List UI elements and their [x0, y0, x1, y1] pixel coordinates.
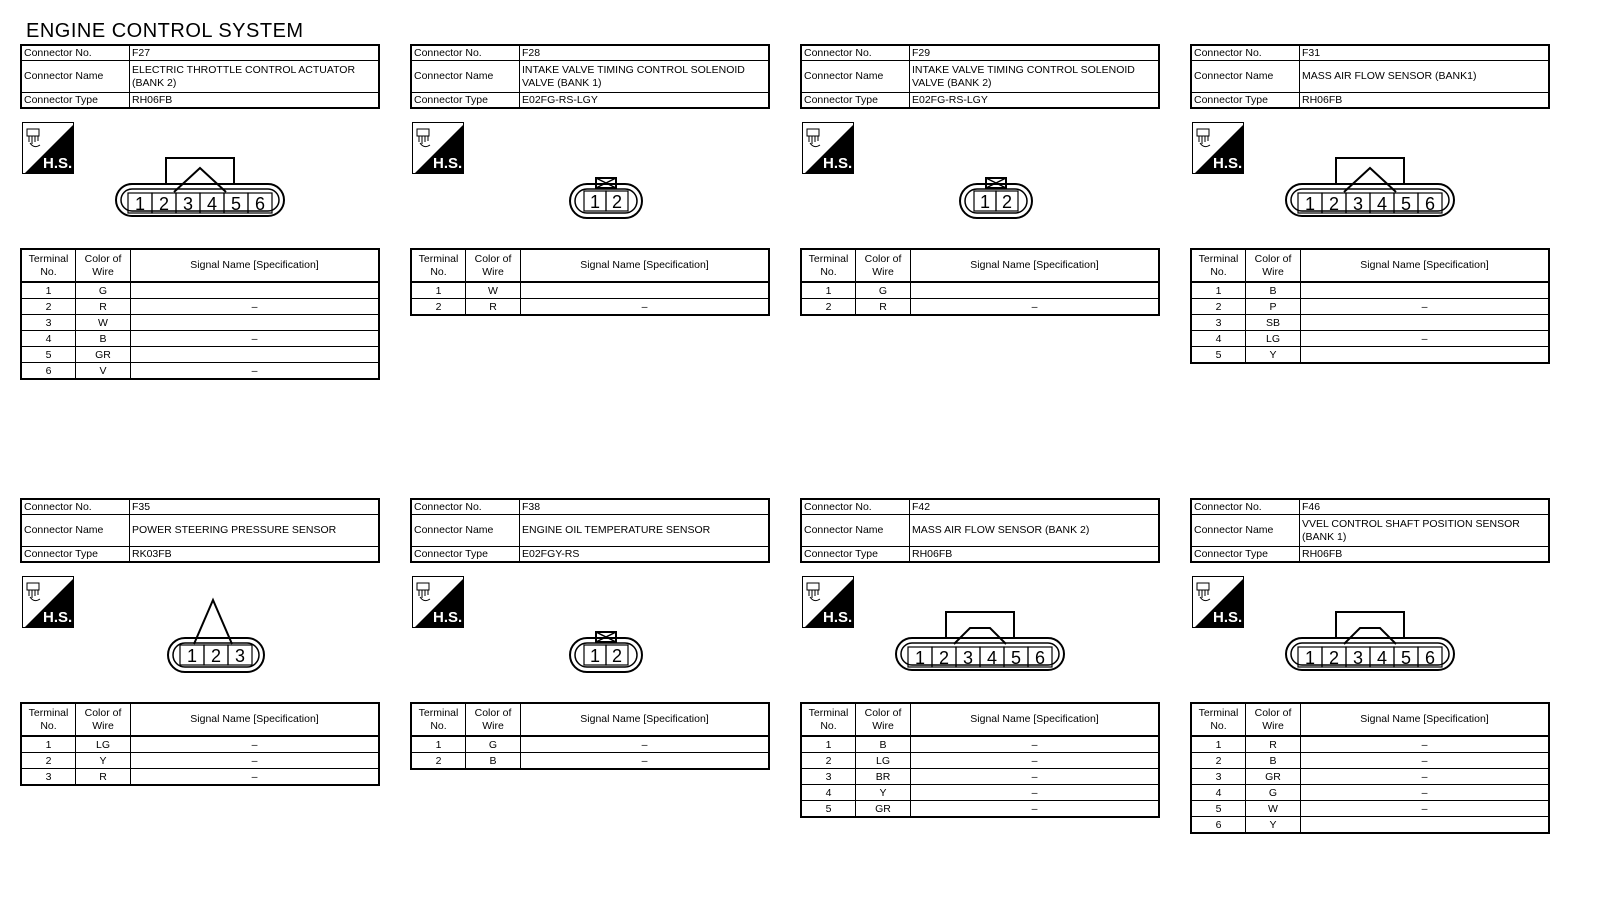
table-row: [1191, 769, 1549, 785]
connector-type-label: Connector Type: [411, 93, 520, 109]
terminal-no-header: Terminal No.: [1191, 703, 1246, 736]
terminal-no-header: Terminal No.: [801, 249, 856, 282]
pin-label: 2: [1001, 192, 1013, 212]
connector-f42: [800, 498, 1162, 898]
terminal-table: [1190, 702, 1550, 834]
pin-label: 6: [254, 194, 266, 214]
table-row: [21, 315, 379, 331]
terminal-no: 4: [801, 785, 856, 801]
pin-label: 1: [186, 646, 198, 666]
terminal-no: 6: [21, 363, 76, 380]
signal-name: [1301, 315, 1550, 331]
pin-label: 1: [134, 194, 146, 214]
table-row: [1191, 817, 1549, 834]
terminal-no-header: Terminal No.: [411, 703, 466, 736]
signal-name: –: [1301, 785, 1550, 801]
wire-color: LG: [1246, 331, 1301, 347]
connector-name-label: Connector Name: [801, 515, 910, 547]
wire-color: R: [466, 299, 521, 316]
pin-label: 3: [182, 194, 194, 214]
signal-name: –: [911, 736, 1160, 753]
table-row: [21, 753, 379, 769]
pin-label: 2: [1328, 648, 1340, 668]
wire-color: P: [1246, 299, 1301, 315]
connector-name: POWER STEERING PRESSURE SENSOR: [130, 515, 380, 547]
connector-name-label: Connector Name: [411, 515, 520, 547]
pin-label: 2: [1328, 194, 1340, 214]
pin-label: 2: [611, 192, 623, 212]
table-row: [1191, 315, 1549, 331]
connector-name-label: Connector Name: [21, 61, 130, 93]
pin-label: 6: [1424, 648, 1436, 668]
signal-name: –: [131, 299, 380, 315]
connector-name: MASS AIR FLOW SENSOR (BANK 2): [910, 515, 1160, 547]
signal-name: –: [131, 331, 380, 347]
wire-color: B: [466, 753, 521, 770]
signal-name: –: [521, 299, 770, 316]
terminal-no: 2: [801, 753, 856, 769]
connector-type-label: Connector Type: [1191, 93, 1300, 109]
wire-color: GR: [76, 347, 131, 363]
table-row: [411, 299, 769, 316]
table-row: [21, 299, 379, 315]
connector-no: F29: [910, 45, 1160, 61]
signal-name: –: [1301, 769, 1550, 785]
hs-label: H.S.: [433, 609, 463, 626]
connector-no: F35: [130, 499, 380, 515]
terminal-no: 3: [21, 315, 76, 331]
connector-name: INTAKE VALVE TIMING CONTROL SOLENOID VALVE (BANK 2): [910, 61, 1160, 93]
signal-name-header: Signal Name [Specification]: [911, 249, 1160, 282]
terminal-no: 1: [21, 736, 76, 753]
table-row: [411, 736, 769, 753]
wire-color: G: [856, 282, 911, 299]
hs-label: H.S.: [1213, 155, 1243, 172]
wire-color: R: [1246, 736, 1301, 753]
latch: [1336, 158, 1404, 184]
table-row: [21, 347, 379, 363]
hs-label: H.S.: [433, 155, 463, 172]
signal-name: –: [911, 299, 1160, 316]
signal-name: –: [1301, 331, 1550, 347]
terminal-no-header: Terminal No.: [1191, 249, 1246, 282]
hs-label: H.S.: [1213, 609, 1243, 626]
color-of-wire-header: Color of Wire: [76, 249, 131, 282]
latch: [946, 612, 1014, 638]
wire-color: LG: [76, 736, 131, 753]
terminal-no: 4: [1191, 331, 1246, 347]
pin-label: 6: [1424, 194, 1436, 214]
pin-label: 2: [210, 646, 222, 666]
table-row: [21, 282, 379, 299]
pin-label: 1: [589, 192, 601, 212]
terminal-table: [800, 248, 1160, 316]
connector-no-label: Connector No.: [801, 499, 910, 515]
terminal-no: 3: [1191, 769, 1246, 785]
connector-no-label: Connector No.: [411, 499, 520, 515]
connector-type: RH06FB: [130, 93, 380, 109]
pin-label: 5: [1400, 194, 1412, 214]
pin-label: 1: [1304, 648, 1316, 668]
wire-color: G: [1246, 785, 1301, 801]
terminal-no: 1: [411, 282, 466, 299]
connector-no: F46: [1300, 499, 1550, 515]
wire-color: GR: [856, 801, 911, 818]
connector-type: E02FG-RS-LGY: [910, 93, 1160, 109]
hs-label: H.S.: [823, 155, 853, 172]
connector-name: ENGINE OIL TEMPERATURE SENSOR: [520, 515, 770, 547]
wire-color: R: [76, 769, 131, 786]
color-of-wire-header: Color of Wire: [466, 703, 521, 736]
wire-color: GR: [1246, 769, 1301, 785]
signal-name-header: Signal Name [Specification]: [1301, 703, 1550, 736]
wire-color: B: [1246, 282, 1301, 299]
connector-type: E02FGY-RS: [520, 547, 770, 563]
wire-color: BR: [856, 769, 911, 785]
connector-info-table: [800, 498, 1160, 563]
connector-face-diagram: [410, 574, 772, 694]
wire-color: SB: [1246, 315, 1301, 331]
page-title: ENGINE CONTROL SYSTEM: [26, 20, 304, 42]
signal-name: [911, 282, 1160, 299]
connector-info-table: [800, 44, 1160, 109]
signal-name: –: [911, 769, 1160, 785]
connector-name: MASS AIR FLOW SENSOR (BANK1): [1300, 61, 1550, 93]
color-of-wire-header: Color of Wire: [856, 703, 911, 736]
wire-color: Y: [1246, 347, 1301, 364]
terminal-no: 1: [1191, 282, 1246, 299]
signal-name: –: [131, 753, 380, 769]
pin-label: 1: [979, 192, 991, 212]
wire-color: G: [76, 282, 131, 299]
wire-color: B: [856, 736, 911, 753]
color-of-wire-header: Color of Wire: [76, 703, 131, 736]
pin-label: 2: [611, 646, 623, 666]
table-row: [1191, 801, 1549, 817]
signal-name-header: Signal Name [Specification]: [131, 249, 380, 282]
terminal-table: [1190, 248, 1550, 364]
terminal-no: 1: [411, 736, 466, 753]
terminal-no-header: Terminal No.: [21, 703, 76, 736]
terminal-table: [800, 702, 1160, 818]
signal-name: –: [1301, 299, 1550, 315]
connector-name: INTAKE VALVE TIMING CONTROL SOLENOID VALVE (BANK 1): [520, 61, 770, 93]
terminal-table: [20, 702, 380, 786]
hs-label: H.S.: [823, 609, 853, 626]
signal-name: [1301, 282, 1550, 299]
table-row: [21, 331, 379, 347]
wire-color: B: [1246, 753, 1301, 769]
terminal-no: 4: [21, 331, 76, 347]
wire-color: Y: [856, 785, 911, 801]
wire-color: Y: [76, 753, 131, 769]
connector-name-label: Connector Name: [411, 61, 520, 93]
connector-name: VVEL CONTROL SHAFT POSITION SENSOR (BANK 1): [1300, 515, 1550, 547]
wire-color: V: [76, 363, 131, 380]
terminal-no: 2: [411, 753, 466, 770]
connector-info-table: [1190, 44, 1550, 109]
connector-face-diagram: [800, 574, 1162, 694]
connector-no-label: Connector No.: [1191, 499, 1300, 515]
table-row: [1191, 299, 1549, 315]
connector-type: RH06FB: [1300, 93, 1550, 109]
connector-type-label: Connector Type: [1191, 547, 1300, 563]
signal-name: –: [521, 736, 770, 753]
connector-face-diagram: [410, 120, 772, 240]
hs-label: H.S.: [43, 609, 73, 626]
table-row: [801, 769, 1159, 785]
wire-color: R: [856, 299, 911, 316]
terminal-no: 5: [21, 347, 76, 363]
terminal-no: 5: [1191, 801, 1246, 817]
table-row: [801, 785, 1159, 801]
pin-label: 2: [158, 194, 170, 214]
signal-name: –: [911, 785, 1160, 801]
terminal-no: 2: [801, 299, 856, 316]
terminal-no: 5: [1191, 347, 1246, 364]
table-row: [801, 299, 1159, 316]
terminal-table: [20, 248, 380, 380]
terminal-no: 2: [1191, 299, 1246, 315]
terminal-table: [410, 248, 770, 316]
color-of-wire-header: Color of Wire: [1246, 703, 1301, 736]
table-row: [411, 753, 769, 770]
connector-type-label: Connector Type: [411, 547, 520, 563]
table-row: [21, 736, 379, 753]
table-row: [411, 282, 769, 299]
pin-label: 3: [234, 646, 246, 666]
terminal-no: 1: [801, 736, 856, 753]
connector-type: RK03FB: [130, 547, 380, 563]
connector-f35: [20, 498, 382, 898]
connector-type-label: Connector Type: [21, 547, 130, 563]
terminal-no: 2: [1191, 753, 1246, 769]
connector-info-table: [410, 44, 770, 109]
wire-color: G: [466, 736, 521, 753]
latch: [1336, 612, 1404, 638]
signal-name: –: [911, 801, 1160, 818]
connector-f38: [410, 498, 772, 898]
signal-name: –: [131, 736, 380, 753]
latch: [166, 158, 234, 184]
terminal-no: 2: [21, 753, 76, 769]
pin-label: 5: [1400, 648, 1412, 668]
signal-name: [131, 315, 380, 331]
signal-name: [131, 347, 380, 363]
terminal-no: 3: [1191, 315, 1246, 331]
connector-face-diagram: [20, 120, 382, 240]
wire-color: W: [76, 315, 131, 331]
connector-type: E02FG-RS-LGY: [520, 93, 770, 109]
connector-no: F28: [520, 45, 770, 61]
pin-label: 4: [1376, 648, 1388, 668]
terminal-no: 1: [21, 282, 76, 299]
terminal-no-header: Terminal No.: [411, 249, 466, 282]
connector-type-label: Connector Type: [801, 547, 910, 563]
pin-label: 3: [1352, 194, 1364, 214]
pin-label: 3: [1352, 648, 1364, 668]
table-row: [801, 801, 1159, 818]
signal-name-header: Signal Name [Specification]: [131, 703, 380, 736]
pin-label: 2: [938, 648, 950, 668]
pin-label: 5: [1010, 648, 1022, 668]
connector-f28: [410, 44, 772, 444]
terminal-no: 5: [801, 801, 856, 818]
connector-info-table: [410, 498, 770, 563]
wire-color: W: [1246, 801, 1301, 817]
color-of-wire-header: Color of Wire: [856, 249, 911, 282]
pin-label: 4: [986, 648, 998, 668]
signal-name: –: [1301, 753, 1550, 769]
connector-no-label: Connector No.: [801, 45, 910, 61]
table-row: [21, 769, 379, 786]
terminal-no: 1: [801, 282, 856, 299]
wire-color: Y: [1246, 817, 1301, 834]
pin-label: 4: [1376, 194, 1388, 214]
connector-f27: [20, 44, 382, 444]
connector-no: F31: [1300, 45, 1550, 61]
table-row: [1191, 282, 1549, 299]
color-of-wire-header: Color of Wire: [1246, 249, 1301, 282]
pin-label: 1: [589, 646, 601, 666]
connector-name-label: Connector Name: [21, 515, 130, 547]
terminal-no: 3: [21, 769, 76, 786]
pin-label: 1: [1304, 194, 1316, 214]
terminal-no: 4: [1191, 785, 1246, 801]
connector-face-diagram: [20, 574, 382, 694]
signal-name: –: [911, 753, 1160, 769]
signal-name: –: [1301, 736, 1550, 753]
table-row: [1191, 785, 1549, 801]
wire-color: B: [76, 331, 131, 347]
connector-no: F38: [520, 499, 770, 515]
terminal-table: [410, 702, 770, 770]
connector-info-table: [1190, 498, 1550, 563]
connector-no-label: Connector No.: [21, 499, 130, 515]
signal-name-header: Signal Name [Specification]: [521, 249, 770, 282]
terminal-no: 2: [21, 299, 76, 315]
connector-no: F27: [130, 45, 380, 61]
wire-color: R: [76, 299, 131, 315]
terminal-no: 1: [1191, 736, 1246, 753]
terminal-no: 2: [411, 299, 466, 316]
connector-info-table: [20, 44, 380, 109]
connector-face-diagram: [1190, 120, 1552, 240]
connector-name-label: Connector Name: [1191, 515, 1300, 547]
connector-name: ELECTRIC THROTTLE CONTROL ACTUATOR (BANK 2): [130, 61, 380, 93]
connector-type: RH06FB: [1300, 547, 1550, 563]
pin-label: 4: [206, 194, 218, 214]
table-row: [21, 363, 379, 380]
signal-name-header: Signal Name [Specification]: [911, 703, 1160, 736]
pin-label: 6: [1034, 648, 1046, 668]
connector-face-diagram: [800, 120, 1162, 240]
connector-type: RH06FB: [910, 547, 1160, 563]
signal-name: [131, 282, 380, 299]
signal-name: –: [131, 769, 380, 786]
hs-label: H.S.: [43, 155, 73, 172]
connector-type-label: Connector Type: [801, 93, 910, 109]
pin-label: 5: [230, 194, 242, 214]
wire-color: LG: [856, 753, 911, 769]
signal-name: [1301, 347, 1550, 364]
signal-name-header: Signal Name [Specification]: [521, 703, 770, 736]
connector-f29: [800, 44, 1162, 444]
connector-face-diagram: [1190, 574, 1552, 694]
connector-no: F42: [910, 499, 1160, 515]
wire-color: W: [466, 282, 521, 299]
color-of-wire-header: Color of Wire: [466, 249, 521, 282]
signal-name: –: [131, 363, 380, 380]
terminal-no: 6: [1191, 817, 1246, 834]
connector-no-label: Connector No.: [1191, 45, 1300, 61]
connector-no-label: Connector No.: [411, 45, 520, 61]
signal-name-header: Signal Name [Specification]: [1301, 249, 1550, 282]
connector-type-label: Connector Type: [21, 93, 130, 109]
table-row: [801, 736, 1159, 753]
terminal-no: 3: [801, 769, 856, 785]
table-row: [801, 753, 1159, 769]
signal-name: –: [521, 753, 770, 770]
pin-label: 3: [962, 648, 974, 668]
terminal-no-header: Terminal No.: [21, 249, 76, 282]
connector-f31: [1190, 44, 1552, 444]
connector-name-label: Connector Name: [1191, 61, 1300, 93]
table-row: [1191, 753, 1549, 769]
table-row: [1191, 347, 1549, 364]
pin-label: 1: [914, 648, 926, 668]
connector-info-table: [20, 498, 380, 563]
connector-f46: [1190, 498, 1552, 898]
terminal-no-header: Terminal No.: [801, 703, 856, 736]
signal-name: [1301, 817, 1550, 834]
table-row: [1191, 331, 1549, 347]
connector-no-label: Connector No.: [21, 45, 130, 61]
table-row: [801, 282, 1159, 299]
signal-name: –: [1301, 801, 1550, 817]
table-row: [1191, 736, 1549, 753]
signal-name: [521, 282, 770, 299]
connector-name-label: Connector Name: [801, 61, 910, 93]
